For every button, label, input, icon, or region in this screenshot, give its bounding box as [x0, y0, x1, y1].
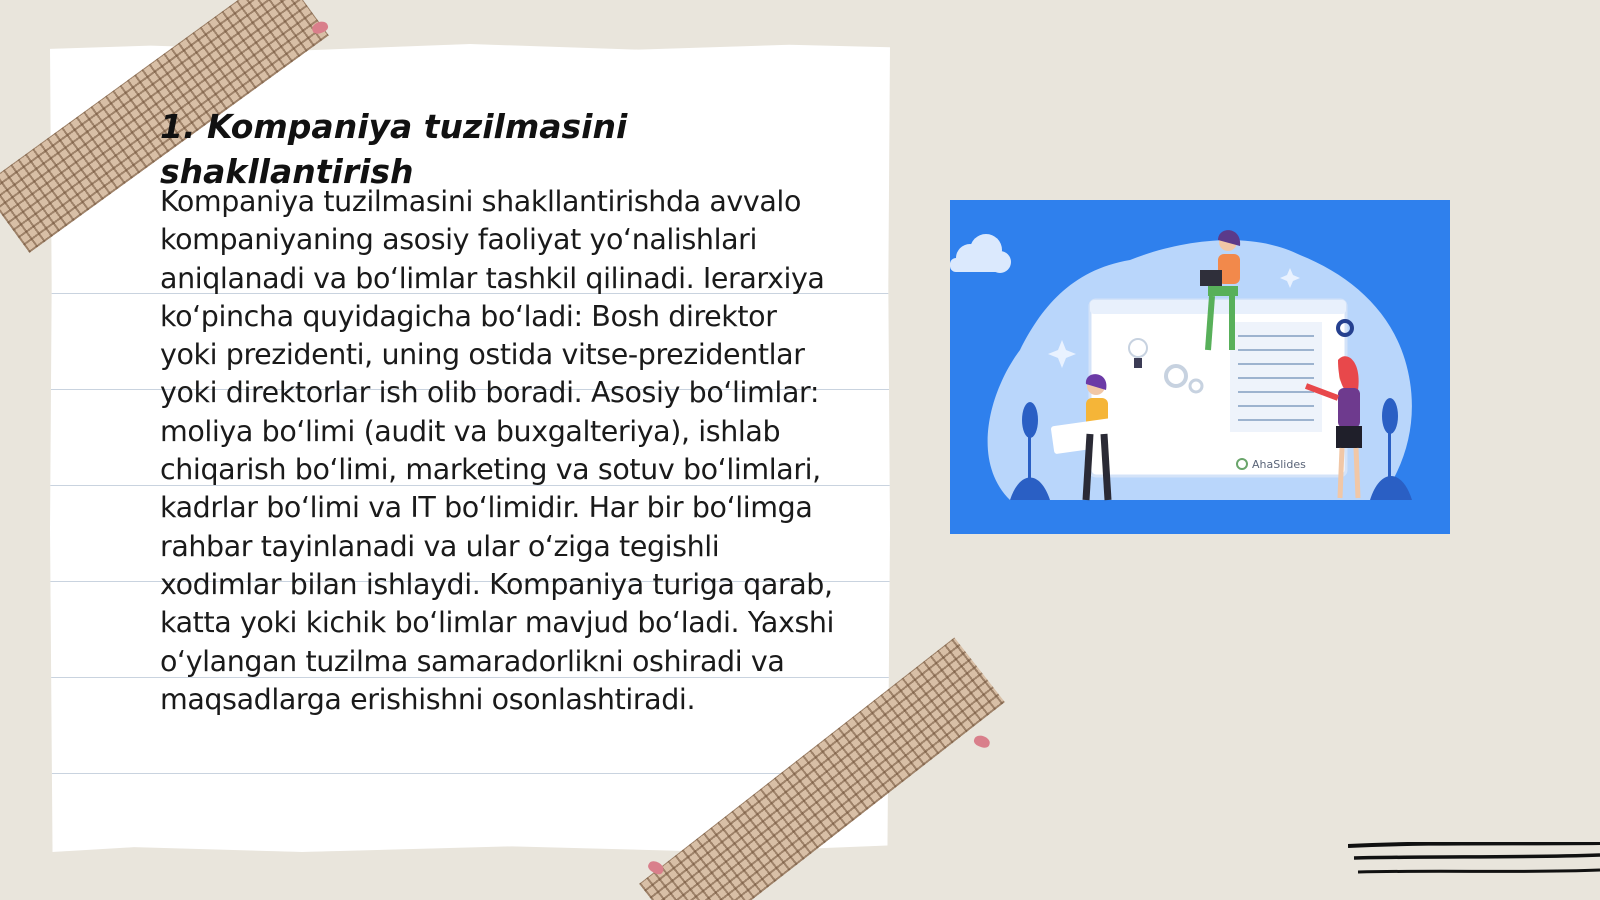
- team-illustration: [950, 200, 1450, 534]
- lightbulb-icon: [1129, 339, 1147, 357]
- team-illustration-graphic: [950, 200, 1450, 534]
- cloud-icon: [950, 234, 1011, 273]
- slide-body-text: Kompaniya tuzilmasini shakllantirishda avvalo kompaniyaning asosiy faoliyat yo‘nalishlari aniqlanadi va bo‘limlar tashkil qilinadi. Ierarxiya ko‘pincha quyidagicha bo‘ladi: Bosh direktor yoki prezidenti, uning ostida vitse-prezidentlar yoki direktorlar ish olib boradi. Asosiy bo‘limlar: moliya bo‘limi (audit va buxgalteriya), ishlab chiqarish bo‘limi, marketing va sotuv bo‘limlari, kadrlar bo‘limi va IT bo‘limidir. Har bir bo‘limga rahbar tayinlanadi va ular o‘ziga tegishli xodimlar bilan ishlaydi. Kompaniya turiga qarab, katta yoki kichik bo‘limlar mavjud bo‘ladi. Yaxshi o‘ylangan tuzilma samaradorlikni oshiradi va maqsadlarga erishishni osonlashtiradi.: [160, 185, 835, 716]
- decorative-lines: [1348, 842, 1600, 882]
- ruled-line: [50, 773, 890, 774]
- slide-title: 1. Kompaniya tuzilmasini shakllantirish: [160, 107, 628, 191]
- lightbulb-base: [1134, 358, 1142, 368]
- browser-bar: [1090, 300, 1346, 314]
- brand-label: AhaSlides: [1252, 458, 1306, 471]
- pin-marker: [973, 734, 992, 750]
